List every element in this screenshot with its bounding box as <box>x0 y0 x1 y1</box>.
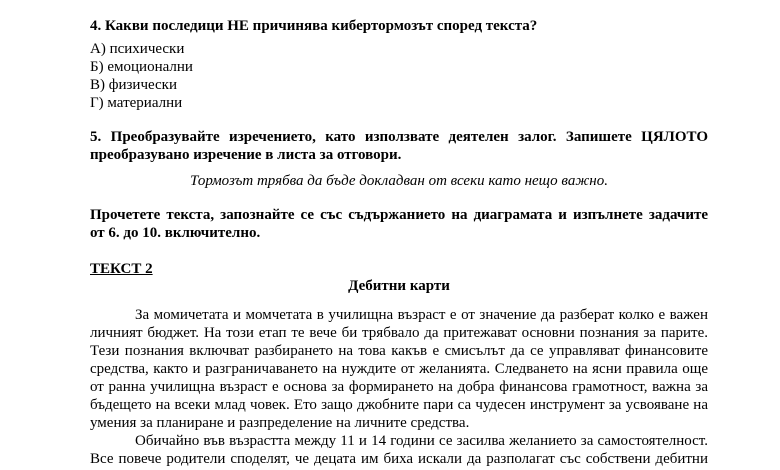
instructions-line-1: Прочетете текста, запознайте се със съдържанието на диаграмата и изпълнете задачите <box>90 207 708 223</box>
paragraph-1-line-4: средства, както и разграничаването на нуждите от желанията. Следването на ясни правила още <box>90 361 708 377</box>
question-4-option-a: А) психически <box>90 41 185 57</box>
question-4-option-d: Г) материални <box>90 95 183 111</box>
paragraph-2-line-2: Все повече родители споделят, че децата им биха искали да разполагат със собствени дебитни <box>90 451 708 467</box>
question-5-sentence: Тормозът трябва да бъде докладван от всеки като нещо важно. <box>190 173 608 189</box>
question-4-title: 4. Какви последици НЕ причинява кибертормозът според текста? <box>90 18 538 34</box>
text-2-title: Дебитни карти <box>348 278 450 294</box>
paragraph-1-line-6: бъдещето на всеки млад човек. Ето защо джобните пари са чудесен инструмент за усвояване на <box>90 397 708 413</box>
paragraph-1-line-2: личният бюджет. На този етап те вече би трябвало да притежават основни познания за парите. <box>90 325 708 341</box>
question-4-option-b: Б) емоционални <box>90 59 193 75</box>
paragraph-1-line-3: Тези познания включват разбирането на това какъв е смисълът да се управляват финансовите <box>90 343 708 359</box>
paragraph-1-line-7: умения за планиране и разпределение на личните средства. <box>90 415 470 431</box>
text-2-label: ТЕКСТ 2 <box>90 261 153 277</box>
paragraph-1-line-1: За момичетата и момчетата в училищна възраст е от значение да разберат колко е важен <box>135 307 708 323</box>
paragraph-2-line-1: Обичайно във възрастта между 11 и 14 години се засилва желанието за самостоятелност. <box>135 433 708 449</box>
question-4-option-c: В) физически <box>90 77 177 93</box>
paragraph-1-line-5: от ранна училищна възраст е основа за формирането на добра финансова грамотност, важна за <box>90 379 708 395</box>
question-5-line-1: 5. Преобразувайте изречението, като използвате деятелен залог. Запишете ЦЯЛОТО <box>90 129 708 145</box>
instructions-line-2: от 6. до 10. включително. <box>90 225 261 241</box>
question-5-line-2: преобразувано изречение в листа за отговори. <box>90 147 402 163</box>
